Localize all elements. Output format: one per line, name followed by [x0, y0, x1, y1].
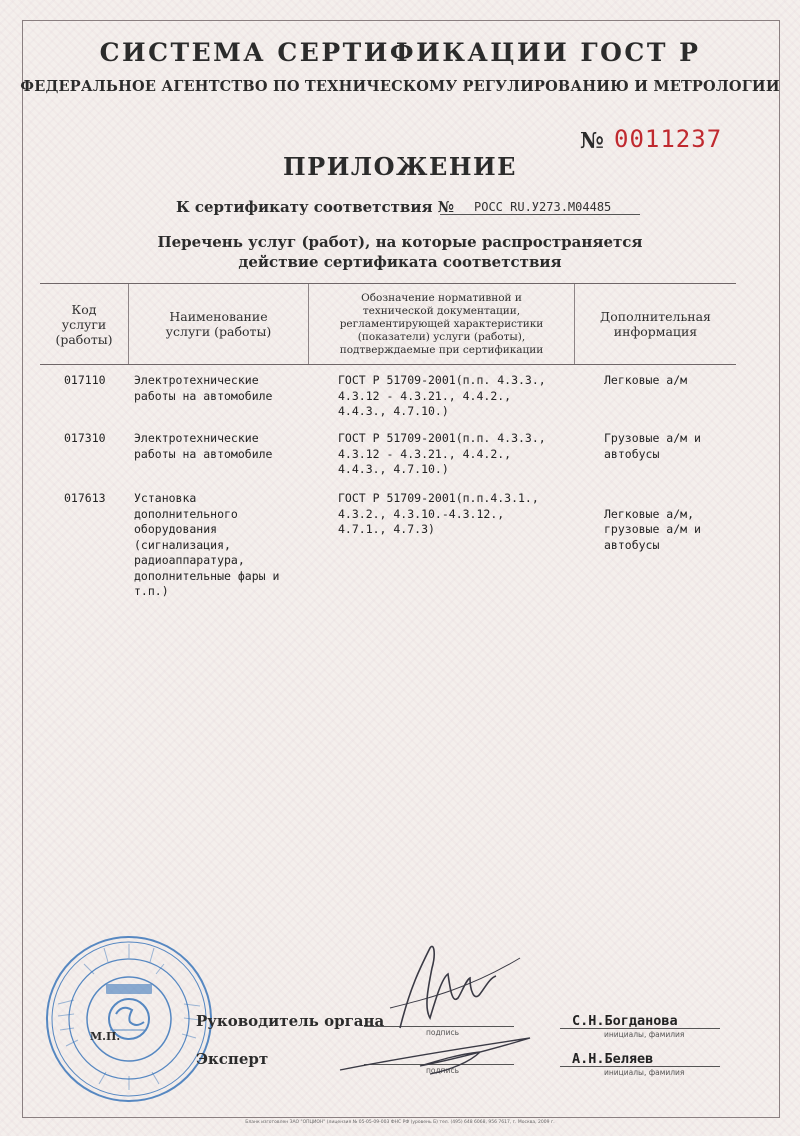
- row-name: Установка дополнительного оборудования (сигнализация, радиоаппаратура, дополнительные фары и т.п.): [134, 491, 280, 598]
- expert-name-line: [560, 1066, 720, 1067]
- form-number-label: №: [580, 128, 604, 154]
- row-name: Электротехнические работы на автомобиле: [134, 373, 273, 403]
- certificate-number: РОСС RU.У273.М04485: [440, 200, 640, 215]
- official-seal-stamp: [44, 934, 214, 1104]
- row-info: Грузовые а/м и автобусы: [604, 431, 701, 461]
- agency-name: ФЕДЕРАЛЬНОЕ АГЕНТСТВО ПО ТЕХНИЧЕСКОМУ РЕГУЛИРОВАНИЮ И МЕТРОЛОГИИ: [20, 78, 780, 95]
- row-norms: ГОСТ Р 51709-2001(п.п.4.3.1., 4.3.2., 4.3.10.-4.3.12., 4.7.1., 4.7.3): [338, 491, 539, 536]
- footer-note: Бланк изготовлен ЗАО "ОПЦИОН" (лицензия № 05-05-09-003 ФНС РФ (уровень Б) тел. (495) 648 6068, 956 7617, г. Москва, 2009 г.: [245, 1120, 555, 1125]
- row-name: Электротехнические работы на автомобиле: [134, 431, 273, 461]
- head-name-caption: инициалы, фамилия: [604, 1030, 685, 1039]
- header-name: Наименование услуги (работы): [128, 284, 308, 364]
- form-number: 0011237: [614, 125, 723, 153]
- list-title-line2: действие сертификата соответствия: [238, 253, 562, 271]
- expert-signature-caption: подпись: [426, 1066, 459, 1075]
- list-title: [0, 232, 800, 272]
- expert-signature: [330, 1030, 550, 1080]
- header-norms: Обозначение нормативной и технической документации, регламентирующей характеристики (показатели) услуги (работы), подтверждаемые при сертификации: [308, 284, 574, 364]
- row-code: 017613: [64, 491, 106, 505]
- head-role-label: Руководитель органа: [196, 1012, 385, 1030]
- head-signature-caption: подпись: [426, 1028, 459, 1037]
- expert-role-label: Эксперт: [196, 1050, 269, 1068]
- list-title-line1: Перечень услуг (работ), на которые распространяется: [157, 233, 643, 251]
- certificate-label: К сертификату соответствия №: [176, 198, 455, 216]
- stamp-place-label: М.П.: [90, 1030, 121, 1043]
- row-code: 017310: [64, 431, 106, 445]
- expert-name-caption: инициалы, фамилия: [604, 1068, 685, 1077]
- row-norms: ГОСТ Р 51709-2001(п.п. 4.3.3., 4.3.12 - 4.3.21., 4.4.2., 4.4.3., 4.7.10.): [338, 431, 546, 476]
- system-title: СИСТЕМА СЕРТИФИКАЦИИ ГОСТ Р: [99, 38, 701, 67]
- head-signature: [370, 928, 530, 1038]
- head-name: С.Н.Богданова: [572, 1013, 678, 1029]
- row-code: 017110: [64, 373, 106, 387]
- expert-name: А.Н.Беляев: [572, 1051, 654, 1067]
- head-name-line: [560, 1028, 720, 1029]
- row-info: Легковые а/м: [604, 373, 688, 387]
- header-info: Дополнительная информация: [574, 284, 736, 364]
- row-info: Легковые а/м, грузовые а/м и автобусы: [604, 506, 701, 552]
- row-norms: ГОСТ Р 51709-2001(п.п. 4.3.3., 4.3.12 - 4.3.21., 4.4.2., 4.4.3., 4.7.10.): [338, 373, 546, 418]
- document-title: ПРИЛОЖЕНИЕ: [283, 152, 517, 181]
- table-header: [40, 283, 736, 365]
- header-code: Код услуги (работы): [55, 301, 113, 347]
